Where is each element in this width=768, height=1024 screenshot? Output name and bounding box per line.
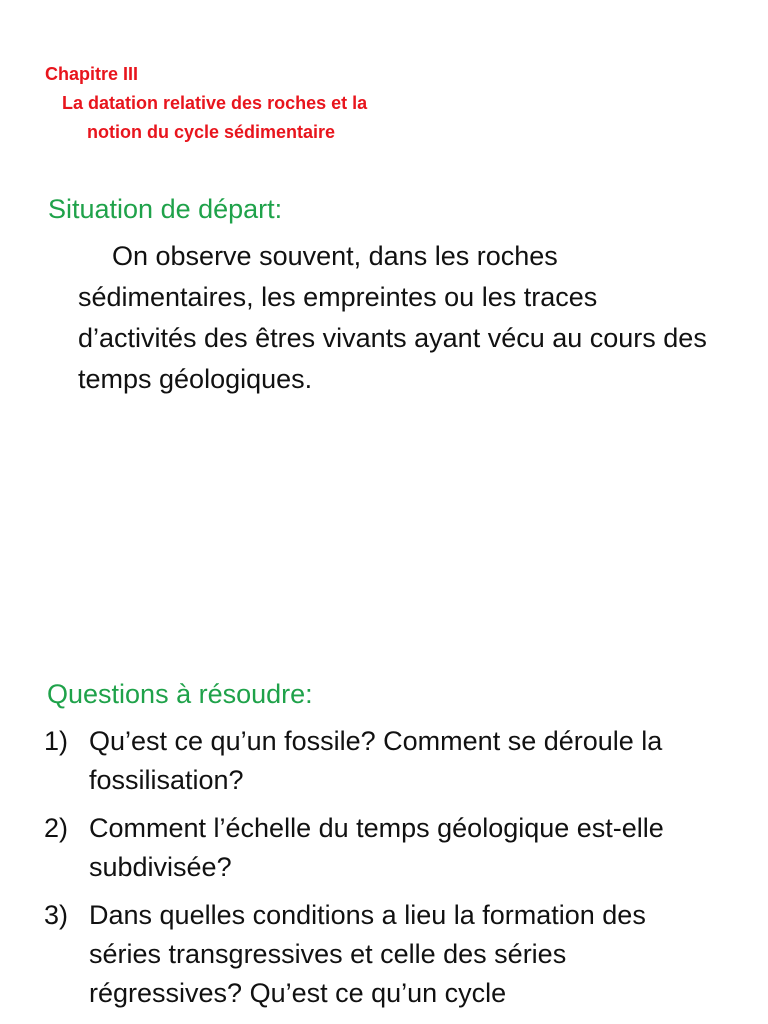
question-number: 3) xyxy=(44,900,69,930)
questions-list xyxy=(44,722,724,1022)
question-item xyxy=(44,809,724,887)
question-text: Comment l’échelle du temps géologique est-elle subdivisée? xyxy=(89,813,664,882)
question-number: 1) xyxy=(44,726,69,756)
questions-heading: Questions à résoudre: xyxy=(47,679,313,709)
chapter-label: Chapitre III xyxy=(45,64,139,84)
situation-heading: Situation de départ: xyxy=(48,194,283,224)
question-item xyxy=(44,722,724,800)
chapter-title-line-2: notion du cycle sédimentaire xyxy=(87,122,336,142)
question-text: Qu’est ce qu’un fossile? Comment se déroule la fossilisation? xyxy=(89,726,663,795)
question-item xyxy=(44,896,724,1013)
question-text: Dans quelles conditions a lieu la formation des séries transgressives et celle des séries régressives? Qu’est ce qu’un cycle xyxy=(89,900,646,1008)
situation-text: On observe souvent, dans les roches sédimentaires, les empreintes ou les traces d’activités des êtres vivants ayant vécu au cours des temps géologiques. xyxy=(78,241,707,394)
chapter-title-line-1: La datation relative des roches et la xyxy=(62,93,368,113)
question-number: 2) xyxy=(44,813,69,843)
